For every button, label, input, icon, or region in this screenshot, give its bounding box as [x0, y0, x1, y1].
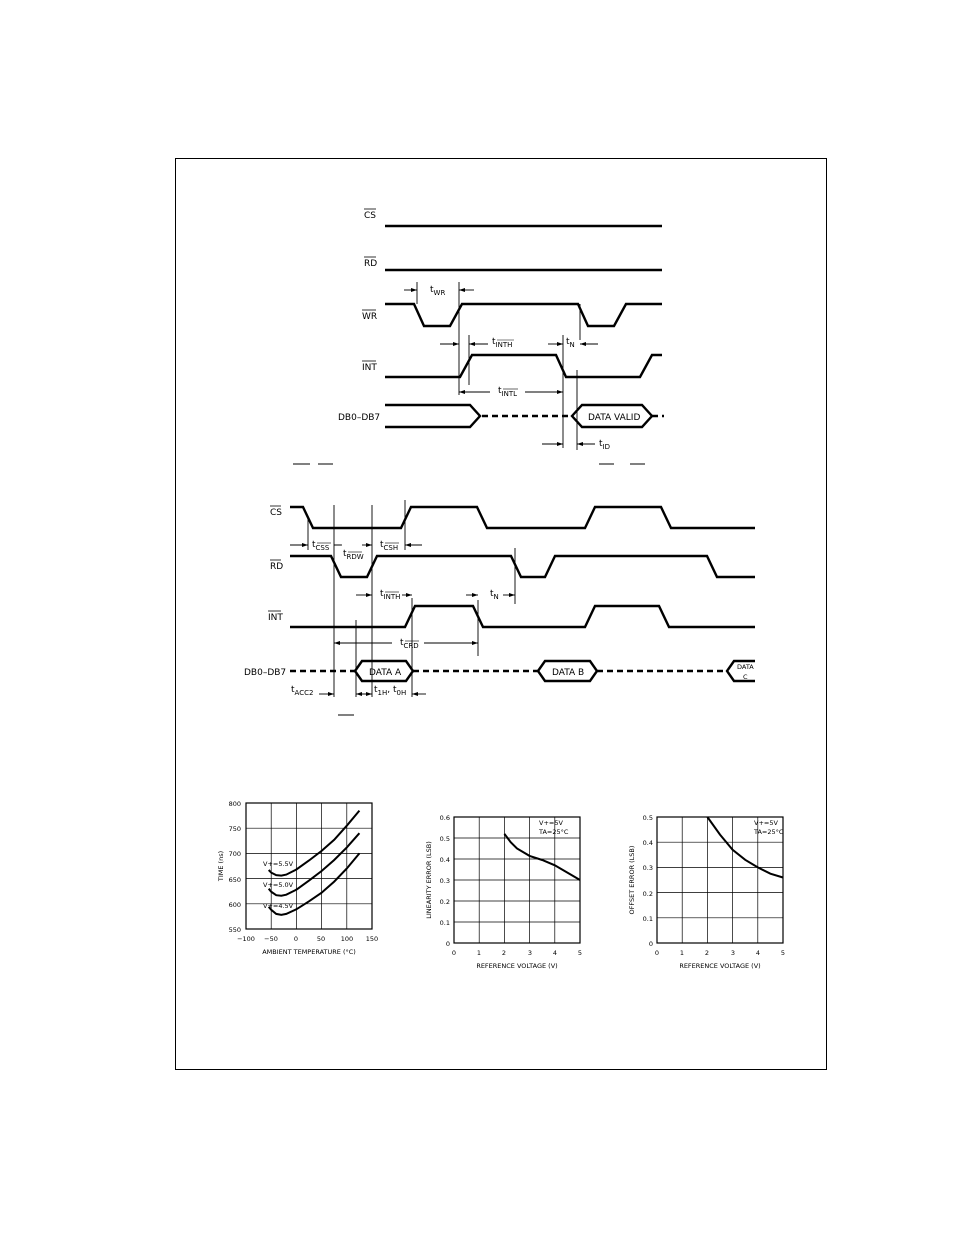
c2-xtick: 1 [476, 949, 482, 957]
c1-series-label: V+=5.0V [263, 881, 294, 889]
c1-ytick: 600 [228, 901, 241, 909]
chart-linearity-error [425, 814, 582, 970]
c1-xtick: 0 [293, 935, 299, 943]
t-id-label: $t_{ID}$ [599, 439, 610, 451]
c2-ytick: 0.3 [439, 877, 450, 885]
signal-label-db: DB0–DB7 [338, 413, 381, 423]
wr-waveform [385, 304, 662, 326]
t-1h-0h-label: $t_{1H}$, $t_{0H}$ [374, 685, 407, 697]
c3-ytick: 0.3 [642, 864, 653, 872]
t-csh-label: $t_{CSH}$ [380, 540, 399, 552]
t-css-label: $t_{CSS}$ [312, 540, 330, 552]
c2-cond-supply: V+=5V [539, 819, 563, 827]
c2-ytick: 0.5 [439, 835, 450, 843]
t-n-label-2: $t_N$ [490, 589, 499, 601]
t-crd-label: $t_{CRD}$ [400, 638, 419, 650]
t-inth-label-2: $t_{INTH}$ [380, 589, 401, 601]
c3-ytick: 0.4 [642, 839, 653, 847]
data-a-label: DATA A [369, 668, 402, 678]
c3-ylabel: OFFSET ERROR (LSB) [628, 845, 636, 915]
c3-xtick: 0 [654, 949, 660, 957]
c2-xtick: 5 [577, 949, 583, 957]
t-n-label-1: $t_N$ [566, 337, 575, 349]
c1-ytick: 550 [228, 926, 241, 934]
c1-xtick: 150 [365, 935, 379, 943]
signal-label-wr: WR [362, 312, 378, 322]
c1-xtick: −100 [237, 935, 255, 943]
c1-series-label: V+=5.5V [263, 860, 294, 868]
c3-xlabel: REFERENCE VOLTAGE (V) [679, 962, 761, 970]
cs-waveform-2 [290, 507, 755, 528]
signal-label-cs-2: CS [270, 508, 282, 518]
c1-xtick: 100 [340, 935, 354, 943]
data-valid-label: DATA VALID [588, 413, 641, 423]
c3-xtick: 5 [780, 949, 786, 957]
int-waveform-2 [290, 606, 755, 627]
data-b-label: DATA B [552, 668, 585, 678]
timing-diagram-2 [244, 500, 755, 697]
c2-cond-temp: TA=25°C [539, 828, 569, 836]
signal-label-rd: RD [364, 259, 378, 269]
c3-xtick: 4 [755, 949, 761, 957]
c3-xtick: 3 [730, 949, 736, 957]
timing-diagram-1 [338, 209, 664, 451]
c1-xtick: −50 [264, 935, 278, 943]
c1-xlabel: AMBIENT TEMPERATURE (°C) [262, 948, 356, 956]
c3-ytick: 0.5 [642, 814, 653, 822]
c3-ytick: 0.2 [642, 890, 653, 898]
t-wr-label: $t_{WR}$ [430, 285, 446, 297]
db-waveform-prior [385, 405, 480, 427]
c1-ytick: 750 [228, 825, 241, 833]
signal-label-rd-2: RD [270, 562, 284, 572]
c2-ytick: 0.2 [439, 898, 450, 906]
c1-ytick: 800 [228, 800, 241, 808]
c2-xtick: 2 [501, 949, 507, 957]
c2-xtick: 3 [527, 949, 533, 957]
c3-xtick: 1 [679, 949, 685, 957]
signal-label-int: INT [362, 363, 377, 373]
signal-label-int-2: INT [268, 613, 283, 623]
data-c-label-2: C [743, 673, 748, 681]
c2-xtick: 0 [451, 949, 457, 957]
chart-access-time [217, 800, 378, 956]
c3-xtick: 2 [704, 949, 710, 957]
c1-ytick: 650 [228, 876, 241, 884]
t-acc2-label: $t_{ACC2}$ [291, 685, 314, 697]
data-c-label-1: DATA [737, 663, 754, 671]
c1-xtick: 50 [316, 935, 326, 943]
c1-ylabel: TIME (ns) [217, 850, 225, 882]
t-intl-label: $t_{INTL}$ [498, 386, 518, 398]
signal-label-db-2: DB0–DB7 [244, 668, 287, 678]
c3-ytick: 0.1 [642, 915, 653, 923]
c3-cond-supply: V+=5V [754, 819, 778, 827]
c3-ytick: 0 [648, 940, 653, 948]
t-rdw-label: $t_{RDW}$ [343, 549, 364, 561]
c2-ytick: 0.6 [439, 814, 450, 822]
t-inth-label: $t_{INTH}$ [492, 337, 513, 349]
c2-ytick: 0.1 [439, 919, 450, 927]
c3-cond-temp: TA=25°C [754, 828, 784, 836]
signal-label-cs: CS [364, 211, 376, 221]
c2-ytick: 0 [445, 940, 450, 948]
c1-ytick: 700 [228, 850, 241, 858]
series-line-1 [504, 834, 580, 880]
c2-xtick: 4 [552, 949, 558, 957]
c2-ylabel: LINEARITY ERROR (LSB) [425, 841, 433, 919]
int-waveform [385, 355, 662, 377]
chart-offset-error [628, 814, 785, 970]
c2-xlabel: REFERENCE VOLTAGE (V) [476, 962, 558, 970]
c2-ytick: 0.4 [439, 856, 450, 864]
c1-series-label: V+=4.5V [263, 902, 294, 910]
